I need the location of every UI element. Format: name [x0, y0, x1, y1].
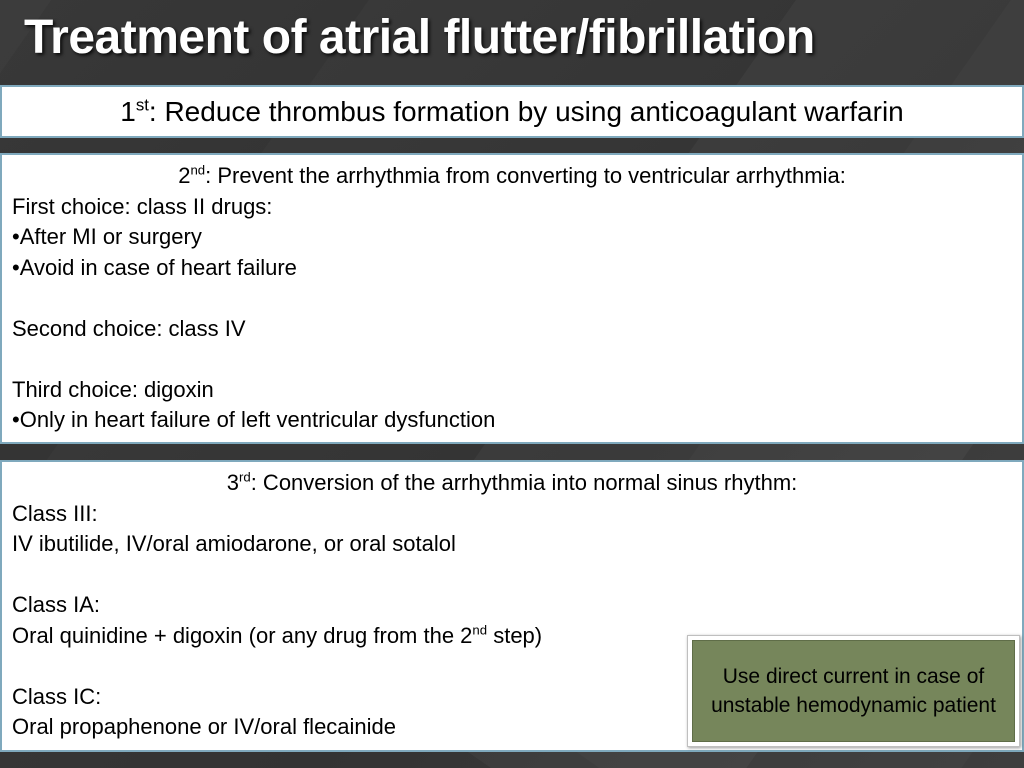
- class1c-drugs: Oral propaphenone or IV/oral flecainide: [12, 714, 397, 739]
- step2-bullet: •After MI or surgery: [12, 224, 202, 249]
- class3-drugs: IV ibutilide, IV/oral amiodarone, or oral sotalol: [12, 531, 456, 556]
- step2-heading: 2nd: Prevent the arrhythmia from converting to ventricular arrhythmia:: [178, 162, 846, 188]
- step3-spacer: [12, 560, 1012, 591]
- step1-text: 1st: Reduce thrombus formation by using anticoagulant warfarin: [120, 95, 904, 127]
- class3-label: Class III:: [12, 500, 98, 526]
- dc-callout-text: Use direct current in case of unstable hemodynamic patient: [692, 640, 1015, 742]
- step2-line: Second choice: class IV: [12, 315, 246, 341]
- step1-box: [0, 85, 1024, 138]
- step2-line: First choice: class II drugs:: [12, 193, 273, 219]
- class1c-label: Class IC:: [12, 683, 102, 709]
- step2-bullet: •Only in heart failure of left ventricular dysfunction: [12, 407, 496, 432]
- step2-spacer: [12, 283, 1012, 314]
- step2-spacer: [12, 344, 1012, 375]
- class1a-label: Class IA:: [12, 592, 101, 617]
- step3-heading: 3rd: Conversion of the arrhythmia into normal sinus rhythm:: [226, 469, 798, 495]
- class1a-drugs: Oral quinidine + digoxin (or any drug from the 2nd step): [12, 622, 543, 648]
- slide-title: Treatment of atrial flutter/fibrillation: [24, 11, 815, 64]
- step2-box: [0, 153, 1024, 444]
- step2-line: Third choice: digoxin: [12, 376, 214, 402]
- step2-bullet: •Avoid in case of heart failure: [12, 254, 297, 280]
- dc-callout-box: [687, 635, 1020, 747]
